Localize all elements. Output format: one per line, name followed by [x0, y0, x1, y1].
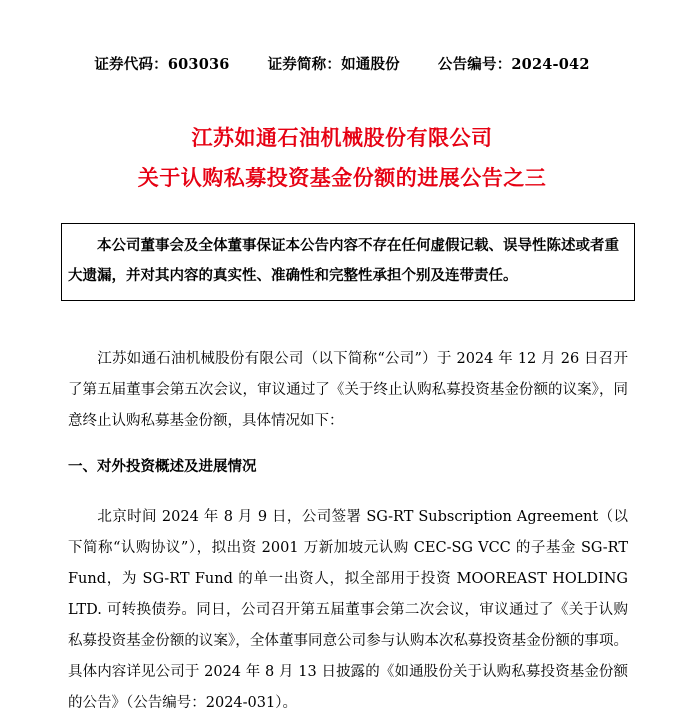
company-title: 江苏如通石油机械股份有限公司 [191, 125, 493, 150]
disclaimer-text: 本公司董事会及全体董事保证本公告内容不存在任何虚假记载、误导性陈述或者重大遗漏，并对其内容的真实性、准确性和完整性承担个别及连带责任。 [68, 237, 619, 284]
stock-code: 证券代码：603036 [94, 56, 230, 73]
announcement-title: 关于认购私募投资基金份额的进展公告之三 [137, 165, 547, 190]
document-header [0, 53, 684, 74]
announcement-number: 公告编号：2024-042 [437, 56, 590, 73]
intro-paragraph: 江苏如通石油机械股份有限公司（以下简称“公司”）于 2024 年 12 月 26 日召开了第五届董事会第五次会议，审议通过了《关于终止认购私募投资基金份额的议案》，同意终止认购私募基金份额，具体情况如下： [68, 351, 628, 429]
stock-abbreviation: 证券简称：如通股份 [267, 56, 400, 73]
investment-overview-paragraph: 北京时间 2024 年 8 月 9 日，公司签署 SG-RT Subscription Agreement（以下简称“认购协议”），拟出资 2001 万新加坡元认购 CEC-SG VCC 的子基金 SG-RT Fund，为 SG-RT Fund 的单一出资人，拟全部用于投资 MOOREAST HOLDING LTD. 可转换债券。同日，公司召开第五届董事会第二次会议，审议通过了《关于认购私募投资基金份额的议案》，全体董事同意公司参与认购本次私募投资基金份额的事项。具体内容详见公司于 2024 年 8 月 13 日披露的《如通股份关于认购私募投资基金份额的公告》（公告编号：2024-031）。 [68, 509, 628, 711]
section-heading: 一、对外投资概述及进展情况 [68, 458, 257, 475]
